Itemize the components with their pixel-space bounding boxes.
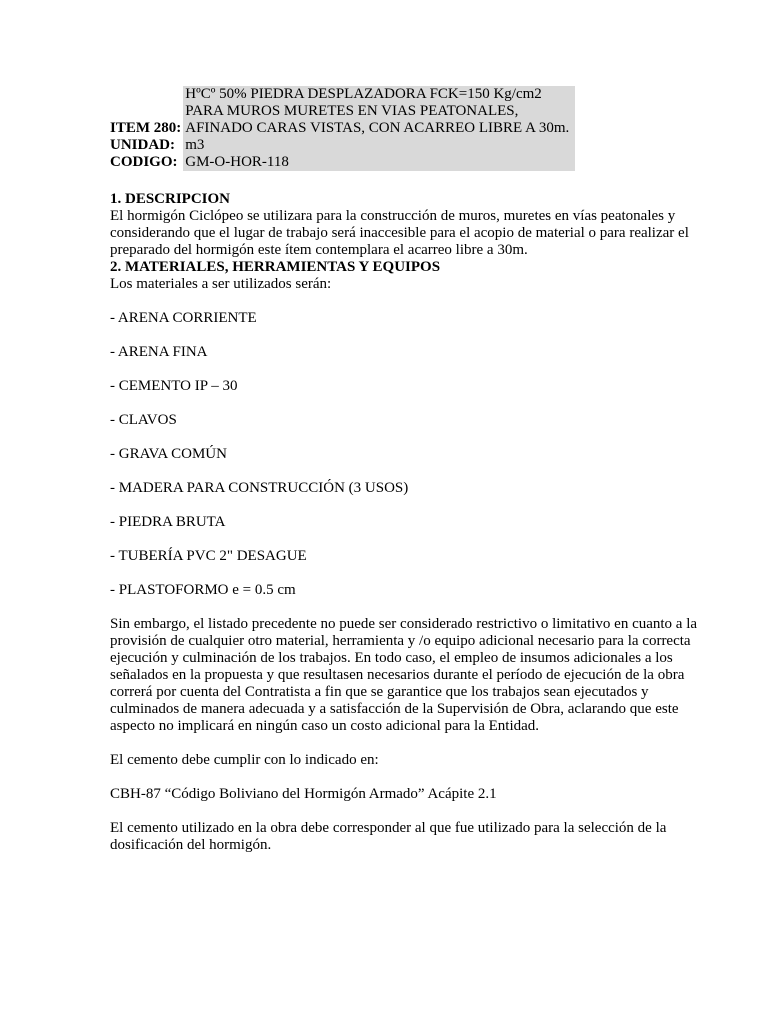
- item-row: [108, 86, 575, 137]
- list-item: - CEMENTO IP – 30: [110, 378, 238, 394]
- paragraph-insumos: Sin embargo, el listado precedente no puede ser considerado restrictivo o limitativo en cuanto a la provisión de cualquier otro material, herramienta y /o equipo adicional necesario para la correcta ejecución y culminación de los trabajos. En todo caso, el empleo de insumos adicionales a los señalados en la propuesta y que resultasen necesarios durante el período de ejecución de la obra correrá por cuenta del Contratista a fin que se garantice que los trabajos sean ejecutados y culminados de manera adecuada y a satisfacción de la Supervisión de Obra, aclarando que este aspecto no implicará en ningún caso un costo adicional para la Entidad.: [110, 616, 698, 734]
- list-item: - ARENA CORRIENTE: [110, 310, 257, 326]
- list-item: - GRAVA COMÚN: [110, 446, 227, 462]
- codigo-value: GM-O-HOR-118: [183, 154, 575, 171]
- unidad-value: m3: [183, 137, 575, 154]
- item-description: HºCº 50% PIEDRA DESPLAZADORA FCK=150 Kg/cm2 PARA MUROS MURETES EN VIAS PEATONALES, AFINADO CARAS VISTAS, CON ACARREO LIBRE A 30m.: [185, 86, 570, 136]
- section-descripcion-title: 1. DESCRIPCION: [110, 191, 231, 207]
- list-item: - PLASTOFORMO e = 0.5 cm: [110, 582, 296, 598]
- list-item: - ARENA FINA: [110, 344, 208, 360]
- document-page: [110, 86, 710, 854]
- paragraph-cemento-norma: El cemento debe cumplir con lo indicado en:: [110, 752, 379, 768]
- codigo-label: CODIGO:: [110, 154, 178, 170]
- unidad-row: [108, 137, 575, 154]
- item-label: ITEM 280:: [110, 120, 182, 136]
- paragraph-cemento-dosificacion: El cemento utilizado en la obra debe corresponder al que fue utilizado para la selección de la dosificación del hormigón.: [110, 820, 667, 853]
- list-item: - PIEDRA BRUTA: [110, 514, 226, 530]
- section-descripcion-text: El hormigón Ciclópeo se utilizara para la construcción de muros, muretes en vías peatonales y considerando que el lugar de trabajo será inaccesible para el acopio de material o para realizar el preparado del hormigón este ítem contemplara el acarreo libre a 30m.: [110, 208, 689, 258]
- unidad-label: UNIDAD:: [110, 137, 175, 153]
- item-header-table: [108, 86, 575, 171]
- materials-list: [110, 310, 710, 599]
- codigo-row: [108, 154, 575, 171]
- materiales-intro: Los materiales a ser utilizados serán:: [110, 276, 332, 292]
- section-materiales-title: 2. MATERIALES, HERRAMIENTAS Y EQUIPOS: [110, 259, 441, 275]
- list-item: - TUBERÍA PVC 2" DESAGUE: [110, 548, 307, 564]
- section-materiales: [110, 259, 710, 854]
- list-item: - CLAVOS: [110, 412, 177, 428]
- paragraph-cbh87: CBH-87 “Código Boliviano del Hormigón Armado” Acápite 2.1: [110, 786, 497, 802]
- item-value: [183, 86, 575, 137]
- section-descripcion: [110, 191, 710, 259]
- list-item: - MADERA PARA CONSTRUCCIÓN (3 USOS): [110, 480, 409, 496]
